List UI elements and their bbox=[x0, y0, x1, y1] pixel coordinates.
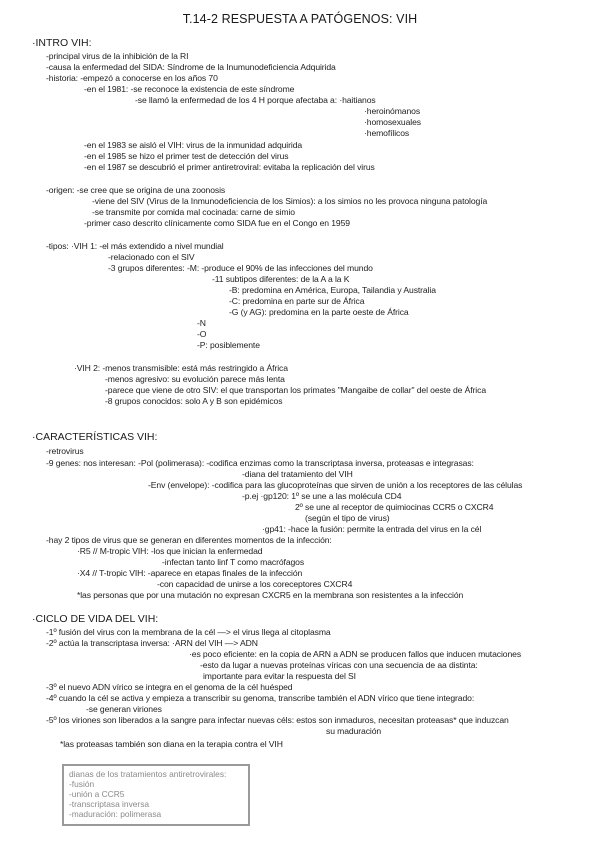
text-line: -relacionado con el SIV bbox=[108, 252, 195, 262]
text-line: -en el 1981: -se reconoce la existencia de este síndrome bbox=[84, 84, 295, 94]
text-line: ·es poco eficiente: en la copia de ARN a ADN se producen fallos que inducen mutaciones bbox=[189, 649, 522, 659]
box-line: -transcriptasa inversa bbox=[69, 799, 150, 809]
text-line: -Env (envelope): -codifica para las glucoproteínas que sirven de unión a los receptores de las células bbox=[148, 480, 523, 490]
box-line: -fusión bbox=[69, 779, 95, 789]
text-line: -en el 1987 se descubrió el primer antiretroviral: evitaba la replicación del virus bbox=[84, 162, 375, 172]
text-line: -B: predomina en América, Europa, Tailandia y Australia bbox=[229, 285, 436, 295]
text-line: ·X4 // T-tropic VIH: -aparece en etapas finales de la infección bbox=[77, 568, 303, 578]
text-line: su maduración bbox=[326, 726, 382, 736]
text-line: *las proteasas también son diana en la terapia contra el VIH bbox=[60, 739, 283, 749]
text-line: -en el 1985 se hizo el primer test de detección del virus bbox=[84, 151, 289, 161]
text-line: -se generan viriones bbox=[86, 704, 162, 714]
text-line: -origen: -se cree que se origina de una zoonosis bbox=[46, 185, 226, 195]
text-line: -8 grupos conocidos: solo A y B son epidémicos bbox=[105, 396, 283, 406]
text-line: *las personas que por una mutación no expresan CXCR5 en la membrana son resistentes a la infección bbox=[77, 590, 464, 600]
text-line: -tipos: ·VIH 1: -el más extendido a nivel mundial bbox=[46, 241, 224, 251]
text-line: -infectan tanto linf T como macrófagos bbox=[162, 557, 305, 567]
text-line: ·hemofílicos bbox=[364, 128, 410, 138]
text-line: -11 subtipos diferentes: de la A a la K bbox=[212, 274, 350, 284]
text-line: -P: posiblemente bbox=[197, 340, 260, 350]
text-line: -p.ej ·gp120: 1º se une a las molécula CD4 bbox=[242, 491, 402, 501]
text-line: -diana del tratamiento del VIH bbox=[242, 469, 353, 479]
box-line: -maduración: polimerasa bbox=[69, 809, 162, 819]
text-line: ·R5 // M-tropic VIH: -los que inician la enfermedad bbox=[77, 546, 263, 556]
text-line: -N bbox=[197, 318, 206, 328]
text-line: -con capacidad de unirse a los coreceptores CXCR4 bbox=[157, 579, 353, 589]
text-line: ·gp41: -hace la fusión: permite la entrada del virus en la cél bbox=[262, 524, 482, 534]
box-line: -unión a CCR5 bbox=[69, 789, 125, 799]
text-line: ·heroinómanos bbox=[364, 106, 421, 116]
treatment-targets-box bbox=[62, 764, 250, 826]
text-line: -5º los viriones son liberados a la sangre para infectar nuevas céls: estos son inmaduros, necesitan proteasas* que induzcan bbox=[46, 715, 509, 725]
text-line: importante para evitar la respuesta del SI bbox=[203, 671, 356, 681]
text-line: -primer caso descrito clínicamente como SIDA fue en el Congo en 1959 bbox=[84, 218, 350, 228]
text-line: -G (y AG): predomina en la parte oeste de África bbox=[229, 307, 409, 317]
text-line: ·VIH 2: -menos transmisible: está más restringido a África bbox=[74, 363, 288, 373]
text-line: -parece que viene de otro SIV: el que transportan los primates "Mangaibe de collar" del oeste de África bbox=[105, 385, 486, 395]
section-heading-ciclo: ·CICLO DE VIDA DEL VIH: bbox=[32, 613, 159, 625]
text-line: -9 genes: nos interesan: -Pol (polimerasa): -codifica enzimas como la transcriptasa inversa, proteasas e integrasas: bbox=[46, 458, 474, 468]
text-line: -viene del SIV (Virus de la Inmunodeficiencia de los Simios): a los simios no les provoca ninguna patología bbox=[92, 196, 488, 206]
text-line: -1º fusión del virus con la membrana de la cél —> el virus llega al citoplasma bbox=[46, 627, 331, 637]
text-line: -principal virus de la inhibición de la RI bbox=[46, 51, 189, 61]
section-heading-caracteristicas: ·CARACTERÍSTICAS VIH: bbox=[32, 431, 158, 443]
text-line: -2º actúa la transcriptasa inversa: ·ARN del VIH —> ADN bbox=[46, 638, 258, 648]
page-title: T.14-2 RESPUESTA A PATÓGENOS: VIH bbox=[182, 12, 418, 26]
section-heading-intro: ·INTRO VIH: bbox=[32, 37, 92, 49]
text-line: (según el tipo de virus) bbox=[305, 513, 390, 523]
text-line: -en el 1983 se aisló el VIH: virus de la inmunidad adquirida bbox=[84, 140, 303, 150]
text-line: 2º se une al receptor de quimiocinas CCR5 o CXCR4 bbox=[295, 502, 494, 512]
box-line: dianas de los tratamientos antiretrovirales: bbox=[69, 769, 227, 779]
text-line: -retrovirus bbox=[46, 446, 84, 456]
text-line: -3º el nuevo ADN vírico se integra en el genoma de la cél huésped bbox=[46, 682, 293, 692]
text-line: -causa la enfermedad del SIDA: Síndrome de la Inumunodeficiencia Adquirida bbox=[46, 62, 336, 72]
text-line: -hay 2 tipos de virus que se generan en diferentes momentos de la infección: bbox=[46, 535, 332, 545]
text-line: -4º cuando la cél se activa y empieza a transcribir su genoma, transcribe también el ADN vírico que tiene integrado: bbox=[46, 693, 475, 703]
text-line: -3 grupos diferentes: -M: -produce el 90% de las infecciones del mundo bbox=[108, 263, 373, 273]
text-line: -esto da lugar a nuevas proteínas víricas con una secuencia de aa distinta: bbox=[200, 660, 478, 670]
text-line: -se llamó la enfermedad de los 4 H porque afectaba a: ·haitianos bbox=[135, 95, 376, 105]
text-line: ·homosexuales bbox=[364, 117, 421, 127]
text-line: -C: predomina en parte sur de África bbox=[229, 296, 365, 306]
text-line: -menos agresivo: su evolución parece más lenta bbox=[105, 374, 285, 384]
text-line: -historia: -empezó a conocerse en los años 70 bbox=[46, 73, 218, 83]
text-line: -O bbox=[197, 329, 207, 339]
text-line: -se transmite por comida mal cocinada: carne de simio bbox=[92, 207, 295, 217]
